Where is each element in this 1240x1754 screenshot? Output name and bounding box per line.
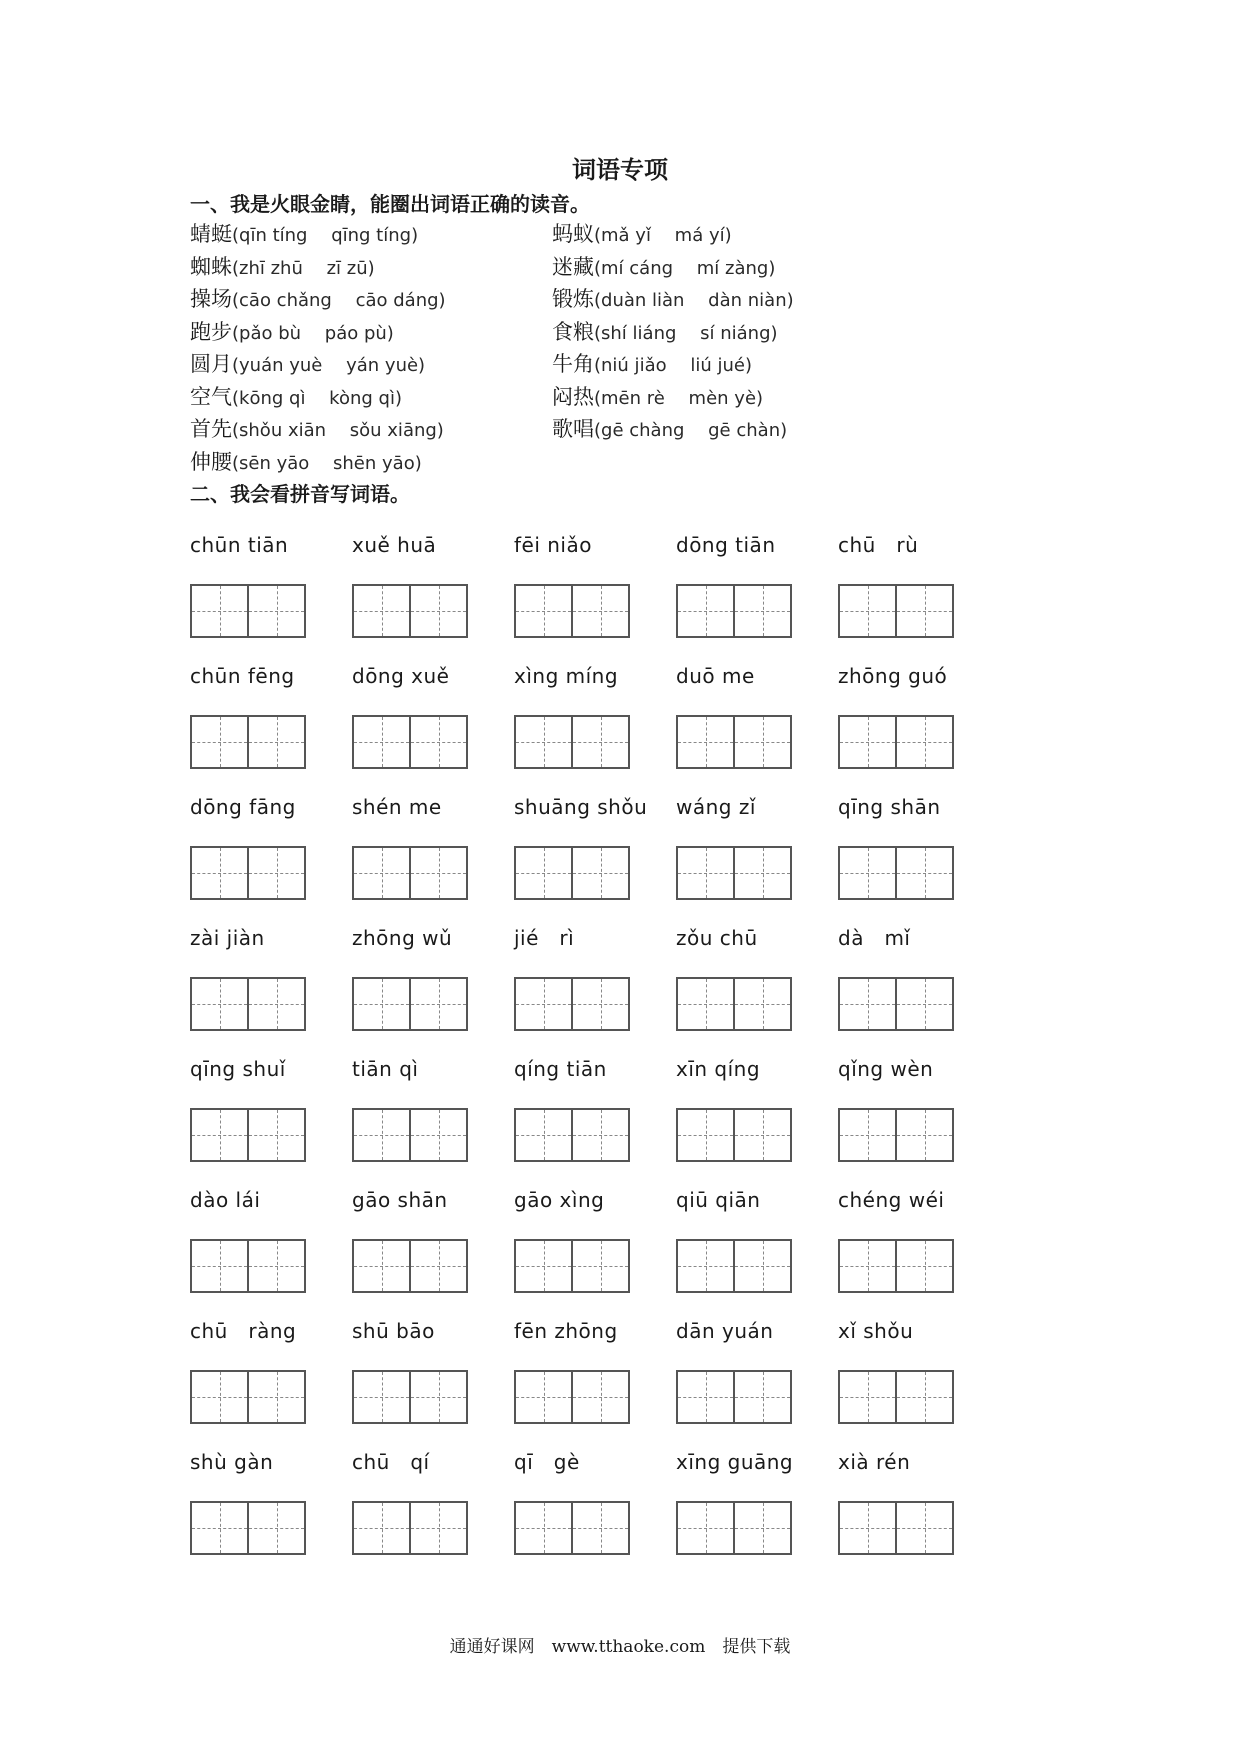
tianzige-cell[interactable] bbox=[678, 1241, 733, 1291]
tianzige-cell[interactable] bbox=[354, 848, 409, 898]
tianzige-cell[interactable] bbox=[354, 586, 409, 636]
pinyin-label: shū bāo bbox=[352, 1319, 435, 1343]
tianzige-boxes bbox=[514, 846, 630, 900]
pinyin-options[interactable]: (shǒu xiān sǒu xiāng) bbox=[232, 420, 444, 441]
tianzige-cell[interactable] bbox=[840, 1372, 895, 1422]
tianzige-cell[interactable] bbox=[247, 1110, 304, 1160]
writing-item bbox=[352, 792, 502, 900]
tianzige-cell[interactable] bbox=[678, 586, 733, 636]
pinyin-label: chū rù bbox=[838, 533, 919, 557]
word-text: 操场 bbox=[190, 287, 232, 311]
pinyin-options[interactable]: (gē chàng gē chàn) bbox=[594, 420, 788, 441]
writing-item bbox=[352, 1316, 502, 1424]
writing-item bbox=[514, 1185, 664, 1293]
tianzige-boxes bbox=[838, 715, 954, 769]
pronunciation-item bbox=[552, 348, 752, 378]
writing-item bbox=[838, 1185, 988, 1293]
writing-item bbox=[190, 923, 340, 1031]
pinyin-label: xìng míng bbox=[514, 664, 619, 688]
pinyin-label: fēn zhōng bbox=[514, 1319, 618, 1343]
tianzige-cell[interactable] bbox=[678, 1503, 733, 1553]
tianzige-cell[interactable] bbox=[571, 1372, 628, 1422]
tianzige-cell[interactable] bbox=[247, 848, 304, 898]
pronunciation-item bbox=[190, 381, 402, 411]
pronunciation-row bbox=[190, 381, 1090, 414]
pinyin-label: qī gè bbox=[514, 1450, 580, 1474]
pinyin-label: chū ràng bbox=[190, 1319, 297, 1343]
tianzige-cell[interactable] bbox=[247, 1372, 304, 1422]
writing-row bbox=[190, 530, 1070, 661]
writing-item bbox=[676, 530, 826, 638]
section1-heading: 一、我是火眼金睛，能圈出词语正确的读音。 bbox=[190, 192, 590, 216]
tianzige-boxes bbox=[676, 846, 792, 900]
tianzige-boxes bbox=[676, 715, 792, 769]
pinyin-label: jié rì bbox=[514, 926, 575, 950]
tianzige-boxes bbox=[190, 1501, 306, 1555]
tianzige-cell[interactable] bbox=[516, 1110, 571, 1160]
tianzige-cell[interactable] bbox=[895, 979, 952, 1029]
tianzige-boxes bbox=[352, 1239, 468, 1293]
writing-row bbox=[190, 1316, 1070, 1447]
writing-item bbox=[514, 530, 664, 638]
tianzige-cell[interactable] bbox=[840, 848, 895, 898]
pinyin-label: shén me bbox=[352, 795, 442, 819]
tianzige-cell[interactable] bbox=[733, 848, 790, 898]
pinyin-label: xīng guāng bbox=[676, 1450, 794, 1474]
pinyin-label: qiū qiān bbox=[676, 1188, 761, 1212]
writing-item bbox=[676, 1054, 826, 1162]
pinyin-label: xuě huā bbox=[352, 533, 437, 557]
writing-item bbox=[190, 1316, 340, 1424]
word-text: 歌唱 bbox=[552, 417, 594, 441]
tianzige-cell[interactable] bbox=[516, 1503, 571, 1553]
writing-item bbox=[676, 923, 826, 1031]
pronunciation-item bbox=[190, 446, 422, 476]
tianzige-boxes bbox=[676, 977, 792, 1031]
tianzige-cell[interactable] bbox=[516, 717, 571, 767]
pinyin-label: tiān qì bbox=[352, 1057, 419, 1081]
writing-item bbox=[190, 1185, 340, 1293]
tianzige-boxes bbox=[838, 584, 954, 638]
writing-item bbox=[676, 1185, 826, 1293]
pronunciation-item bbox=[552, 413, 787, 443]
word-text: 首先 bbox=[190, 417, 232, 441]
tianzige-cell[interactable] bbox=[840, 1110, 895, 1160]
tianzige-cell[interactable] bbox=[516, 1241, 571, 1291]
pinyin-label: xǐ shǒu bbox=[838, 1319, 914, 1343]
pronunciation-row bbox=[190, 348, 1090, 381]
tianzige-cell[interactable] bbox=[192, 979, 247, 1029]
tianzige-cell[interactable] bbox=[247, 1241, 304, 1291]
writing-item bbox=[352, 1185, 502, 1293]
tianzige-cell[interactable] bbox=[516, 1372, 571, 1422]
pronunciation-item bbox=[552, 283, 794, 313]
pinyin-options[interactable]: (sēn yāo shēn yāo) bbox=[232, 452, 422, 474]
pinyin-label: zhōng guó bbox=[838, 664, 948, 688]
writing-item bbox=[514, 1447, 664, 1555]
tianzige-boxes bbox=[838, 1108, 954, 1162]
tianzige-cell[interactable] bbox=[516, 979, 571, 1029]
word-text: 食粮 bbox=[552, 319, 594, 344]
pronunciation-row bbox=[190, 316, 1090, 349]
word-text: 空气 bbox=[190, 384, 232, 409]
pinyin-label: zǒu chū bbox=[676, 926, 758, 950]
writing-row bbox=[190, 1185, 1070, 1316]
tianzige-cell[interactable] bbox=[409, 979, 466, 1029]
tianzige-boxes bbox=[190, 1370, 306, 1424]
section2-heading: 二、我会看拼音写词语。 bbox=[190, 482, 410, 506]
writing-item bbox=[352, 1447, 502, 1555]
pinyin-label: shuāng shǒu bbox=[514, 795, 648, 819]
tianzige-boxes bbox=[352, 1501, 468, 1555]
writing-item bbox=[838, 1447, 988, 1555]
tianzige-cell[interactable] bbox=[247, 1503, 304, 1553]
pinyin-label: shù gàn bbox=[190, 1450, 274, 1474]
writing-item bbox=[838, 792, 988, 900]
pinyin-options[interactable]: (mēn rè mèn yè) bbox=[594, 387, 764, 409]
pinyin-options[interactable]: (pǎo bù páo pù) bbox=[232, 322, 394, 344]
writing-item bbox=[352, 923, 502, 1031]
writing-item bbox=[838, 530, 988, 638]
pronunciation-row bbox=[190, 283, 1090, 316]
tianzige-cell[interactable] bbox=[571, 979, 628, 1029]
tianzige-boxes bbox=[676, 1370, 792, 1424]
tianzige-boxes bbox=[838, 1239, 954, 1293]
writing-row bbox=[190, 1054, 1070, 1185]
tianzige-cell[interactable] bbox=[678, 1372, 733, 1422]
pronunciation-item bbox=[552, 316, 778, 346]
tianzige-boxes bbox=[190, 1108, 306, 1162]
writing-item bbox=[352, 661, 502, 769]
pronunciation-row bbox=[190, 413, 1090, 446]
pinyin-options[interactable]: (niú jiǎo liú jué) bbox=[594, 355, 752, 376]
tianzige-cell[interactable] bbox=[354, 1110, 409, 1160]
tianzige-cell[interactable] bbox=[409, 1110, 466, 1160]
pinyin-options[interactable]: (cāo chǎng cāo dáng) bbox=[232, 290, 446, 311]
tianzige-cell[interactable] bbox=[247, 586, 304, 636]
footer-text: 通通好课网 www.tthaoke.com 提供下载 bbox=[449, 1637, 791, 1657]
tianzige-boxes bbox=[676, 1108, 792, 1162]
tianzige-boxes bbox=[514, 1370, 630, 1424]
writing-item bbox=[676, 792, 826, 900]
writing-item bbox=[190, 530, 340, 638]
pinyin-options[interactable]: (duàn liàn dàn niàn) bbox=[594, 290, 794, 311]
tianzige-boxes bbox=[190, 584, 306, 638]
pinyin-label: wáng zǐ bbox=[676, 795, 756, 819]
pinyin-label: dōng xuě bbox=[352, 664, 450, 688]
tianzige-boxes bbox=[352, 977, 468, 1031]
tianzige-cell[interactable] bbox=[192, 717, 247, 767]
tianzige-cell[interactable] bbox=[895, 1503, 952, 1553]
writing-item bbox=[514, 923, 664, 1031]
writing-item bbox=[352, 1054, 502, 1162]
pinyin-options[interactable]: (kōng qì kòng qì) bbox=[232, 387, 402, 409]
tianzige-cell[interactable] bbox=[840, 1503, 895, 1553]
pinyin-label: qīng shān bbox=[838, 795, 941, 819]
writing-row bbox=[190, 923, 1070, 1054]
pinyin-label: zài jiàn bbox=[190, 926, 265, 950]
tianzige-cell[interactable] bbox=[247, 717, 304, 767]
tianzige-cell[interactable] bbox=[733, 586, 790, 636]
tianzige-cell[interactable] bbox=[895, 1241, 952, 1291]
tianzige-cell[interactable] bbox=[678, 848, 733, 898]
writing-item bbox=[838, 661, 988, 769]
word-text: 迷藏 bbox=[552, 254, 594, 279]
tianzige-cell[interactable] bbox=[192, 586, 247, 636]
pinyin-options[interactable]: (mí cáng mí zàng) bbox=[594, 257, 776, 279]
pronunciation-item bbox=[552, 381, 763, 411]
page-title: 词语专项 bbox=[572, 155, 668, 184]
tianzige-boxes bbox=[190, 715, 306, 769]
tianzige-boxes bbox=[514, 584, 630, 638]
pinyin-label: qīng shuǐ bbox=[190, 1057, 286, 1081]
word-text: 牛角 bbox=[552, 352, 594, 376]
writing-item bbox=[676, 1447, 826, 1555]
tianzige-cell[interactable] bbox=[409, 1241, 466, 1291]
pronunciation-item bbox=[190, 251, 375, 281]
writing-row bbox=[190, 1447, 1070, 1578]
writing-row bbox=[190, 661, 1070, 792]
pinyin-label: zhōng wǔ bbox=[352, 926, 453, 950]
tianzige-boxes bbox=[190, 977, 306, 1031]
tianzige-cell[interactable] bbox=[733, 1503, 790, 1553]
tianzige-cell[interactable] bbox=[678, 979, 733, 1029]
tianzige-cell[interactable] bbox=[840, 586, 895, 636]
tianzige-boxes bbox=[352, 846, 468, 900]
tianzige-cell[interactable] bbox=[733, 1110, 790, 1160]
pronunciation-item bbox=[190, 316, 394, 346]
tianzige-boxes bbox=[514, 1108, 630, 1162]
pinyin-label: chéng wéi bbox=[838, 1188, 945, 1212]
tianzige-boxes bbox=[838, 1501, 954, 1555]
tianzige-boxes bbox=[514, 1239, 630, 1293]
pronunciation-list bbox=[190, 218, 1090, 478]
tianzige-cell[interactable] bbox=[895, 717, 952, 767]
writing-item bbox=[676, 1316, 826, 1424]
pronunciation-row bbox=[190, 218, 1090, 251]
word-text: 伸腰 bbox=[190, 449, 232, 474]
writing-item bbox=[190, 792, 340, 900]
writing-item bbox=[676, 661, 826, 769]
tianzige-cell[interactable] bbox=[409, 717, 466, 767]
tianzige-boxes bbox=[190, 1239, 306, 1293]
tianzige-cell[interactable] bbox=[409, 586, 466, 636]
pronunciation-row bbox=[190, 251, 1090, 284]
tianzige-cell[interactable] bbox=[571, 848, 628, 898]
tianzige-boxes bbox=[838, 846, 954, 900]
writing-item bbox=[514, 1316, 664, 1424]
pronunciation-item bbox=[190, 218, 418, 248]
tianzige-cell[interactable] bbox=[733, 1372, 790, 1422]
word-text: 闷热 bbox=[552, 384, 594, 409]
pinyin-label: chū qí bbox=[352, 1450, 430, 1474]
tianzige-cell[interactable] bbox=[571, 1241, 628, 1291]
tianzige-cell[interactable] bbox=[247, 979, 304, 1029]
tianzige-cell[interactable] bbox=[354, 1503, 409, 1553]
writing-item bbox=[514, 1054, 664, 1162]
pinyin-writing-grid bbox=[190, 530, 1070, 1578]
pinyin-label: xià rén bbox=[838, 1450, 911, 1474]
pinyin-label: gāo shān bbox=[352, 1188, 448, 1212]
word-text: 锻炼 bbox=[552, 287, 594, 311]
tianzige-boxes bbox=[838, 1370, 954, 1424]
word-text: 跑步 bbox=[190, 319, 232, 344]
pinyin-label: dān yuán bbox=[676, 1319, 774, 1343]
tianzige-boxes bbox=[514, 977, 630, 1031]
tianzige-cell[interactable] bbox=[354, 979, 409, 1029]
tianzige-cell[interactable] bbox=[516, 848, 571, 898]
writing-item bbox=[838, 1054, 988, 1162]
writing-row bbox=[190, 792, 1070, 923]
pinyin-label: fēi niǎo bbox=[514, 533, 592, 557]
tianzige-cell[interactable] bbox=[516, 586, 571, 636]
tianzige-boxes bbox=[352, 715, 468, 769]
word-text: 圆月 bbox=[190, 352, 232, 376]
tianzige-boxes bbox=[676, 584, 792, 638]
pronunciation-item bbox=[552, 218, 732, 248]
pronunciation-row bbox=[190, 446, 1090, 479]
writing-item bbox=[514, 661, 664, 769]
word-text: 蜻蜓 bbox=[190, 222, 232, 246]
pinyin-options[interactable]: (qīn tíng qīng tíng) bbox=[232, 225, 419, 246]
writing-item bbox=[838, 923, 988, 1031]
tianzige-cell[interactable] bbox=[571, 717, 628, 767]
pinyin-label: gāo xìng bbox=[514, 1188, 605, 1212]
tianzige-cell[interactable] bbox=[571, 1503, 628, 1553]
writing-item bbox=[514, 792, 664, 900]
pronunciation-item bbox=[190, 283, 446, 313]
tianzige-cell[interactable] bbox=[840, 979, 895, 1029]
pinyin-options[interactable]: (shí liáng sí niáng) bbox=[594, 322, 778, 344]
pinyin-options[interactable]: (zhī zhū zī zū) bbox=[232, 257, 375, 279]
pinyin-label: dōng fāng bbox=[190, 795, 296, 819]
word-text: 蚂蚁 bbox=[552, 222, 594, 246]
tianzige-cell[interactable] bbox=[354, 1372, 409, 1422]
tianzige-boxes bbox=[352, 584, 468, 638]
writing-item bbox=[838, 1316, 988, 1424]
tianzige-cell[interactable] bbox=[840, 1241, 895, 1291]
tianzige-cell[interactable] bbox=[895, 586, 952, 636]
tianzige-cell[interactable] bbox=[409, 1503, 466, 1553]
tianzige-boxes bbox=[676, 1501, 792, 1555]
tianzige-cell[interactable] bbox=[192, 1241, 247, 1291]
pinyin-label: dào lái bbox=[190, 1188, 261, 1212]
writing-item bbox=[190, 661, 340, 769]
tianzige-boxes bbox=[514, 1501, 630, 1555]
pinyin-label: xīn qíng bbox=[676, 1057, 761, 1081]
tianzige-cell[interactable] bbox=[733, 717, 790, 767]
tianzige-boxes bbox=[352, 1108, 468, 1162]
pinyin-label: qíng tiān bbox=[514, 1057, 607, 1081]
tianzige-cell[interactable] bbox=[354, 1241, 409, 1291]
pinyin-label: dà mǐ bbox=[838, 926, 911, 950]
tianzige-boxes bbox=[838, 977, 954, 1031]
pronunciation-item bbox=[190, 348, 425, 378]
tianzige-cell[interactable] bbox=[571, 586, 628, 636]
tianzige-cell[interactable] bbox=[409, 1372, 466, 1422]
writing-item bbox=[190, 1447, 340, 1555]
pinyin-options[interactable]: (yuán yuè yán yuè) bbox=[232, 355, 426, 376]
tianzige-cell[interactable] bbox=[678, 1110, 733, 1160]
writing-item bbox=[190, 1054, 340, 1162]
pinyin-label: qǐng wèn bbox=[838, 1057, 934, 1081]
tianzige-boxes bbox=[514, 715, 630, 769]
pinyin-label: chūn tiān bbox=[190, 533, 289, 557]
pinyin-label: dōng tiān bbox=[676, 533, 776, 557]
tianzige-cell[interactable] bbox=[895, 848, 952, 898]
tianzige-boxes bbox=[352, 1370, 468, 1424]
tianzige-cell[interactable] bbox=[678, 717, 733, 767]
tianzige-cell[interactable] bbox=[192, 1110, 247, 1160]
word-text: 蜘蛛 bbox=[190, 254, 232, 279]
tianzige-cell[interactable] bbox=[895, 1372, 952, 1422]
tianzige-cell[interactable] bbox=[733, 1241, 790, 1291]
tianzige-boxes bbox=[676, 1239, 792, 1293]
tianzige-cell[interactable] bbox=[192, 1372, 247, 1422]
tianzige-cell[interactable] bbox=[192, 1503, 247, 1553]
tianzige-cell[interactable] bbox=[354, 717, 409, 767]
tianzige-cell[interactable] bbox=[192, 848, 247, 898]
pinyin-label: duō me bbox=[676, 664, 755, 688]
pinyin-options[interactable]: (mǎ yǐ má yí) bbox=[594, 225, 732, 246]
pronunciation-item bbox=[552, 251, 775, 281]
writing-item bbox=[352, 530, 502, 638]
tianzige-cell[interactable] bbox=[895, 1110, 952, 1160]
tianzige-cell[interactable] bbox=[571, 1110, 628, 1160]
tianzige-cell[interactable] bbox=[840, 717, 895, 767]
pronunciation-item bbox=[190, 413, 444, 443]
tianzige-boxes bbox=[190, 846, 306, 900]
pinyin-label: chūn fēng bbox=[190, 664, 295, 688]
tianzige-cell[interactable] bbox=[409, 848, 466, 898]
tianzige-cell[interactable] bbox=[733, 979, 790, 1029]
